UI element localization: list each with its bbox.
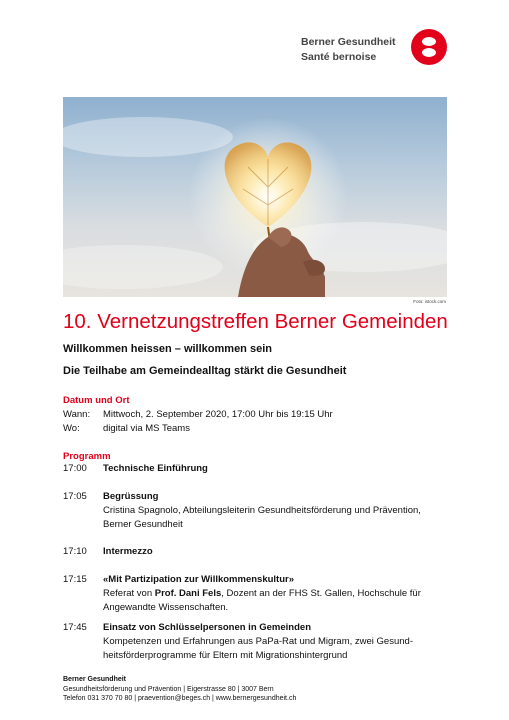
datum-heading: Datum und Ort [63,395,130,406]
subtitle-2: Die Teilhabe am Gemeindealltag stärkt die Gesundheit [63,365,347,377]
program-title: Begrüssung [103,491,159,502]
footer-contact: Telefon 031 370 70 80 | praevention@beges.ch | www.bernergesundheit.ch [63,695,297,702]
berner-gesundheit-logo-icon [411,29,447,65]
subtitle-1: Willkommen heissen – willkommen sein [63,343,272,355]
program-detail: Kompetenzen und Erfahrungen aus PaPa-Rat und Migram, zwei Gesund- [103,636,413,647]
program-detail: Berner Gesundheit [103,519,183,530]
speaker-name: Prof. Dani Fels [154,588,222,599]
wann-value: Mittwoch, 2. September 2020, 17:00 Uhr bis 19:15 Uhr [103,409,333,420]
wann-label: Wann: [63,409,91,420]
programm-heading: Programm [63,451,111,462]
program-title: «Mit Partizipation zur Willkommenskultur» [103,574,294,585]
program-title: Technische Einführung [103,463,208,474]
heart-leaf-illustration [63,97,447,297]
program-detail: Cristina Spagnolo, Abteilungsleiterin Gesundheitsförderung und Prävention, [103,505,421,516]
program-detail: Referat von Prof. Dani Fels, Dozent an der FHS St. Gallen, Hochschule für [103,588,421,599]
footer-org: Berner Gesundheit [63,676,127,683]
brand-name [301,35,396,65]
wo-value: digital via MS Teams [103,423,190,434]
program-time: 17:05 [63,491,87,502]
program-detail: heitsförderprogramme für Eltern mit Migrationshintergrund [103,650,348,661]
program-detail: Angewandte Wissenschaften. [103,602,229,613]
page-title: 10. Vernetzungstreffen Berner Gemeinden [63,310,448,333]
program-time: 17:45 [63,622,87,633]
program-title: Intermezzo [103,546,153,557]
wo-label: Wo: [63,423,80,434]
footer-address: Gesundheitsförderung und Prävention | Eigerstrasse 80 | 3007 Bern [63,685,274,693]
photo-credit: Foto: istock.com [413,299,446,304]
brand-line-1: Berner Gesundheit [301,36,396,48]
footer [63,675,296,704]
hero-photo [63,97,447,297]
brand-line-2: Santé bernoise [301,51,377,63]
program-title: Einsatz von Schlüsselpersonen in Gemeinden [103,622,311,633]
program-time: 17:00 [63,463,87,474]
program-time: 17:15 [63,574,87,585]
program-time: 17:10 [63,546,87,557]
